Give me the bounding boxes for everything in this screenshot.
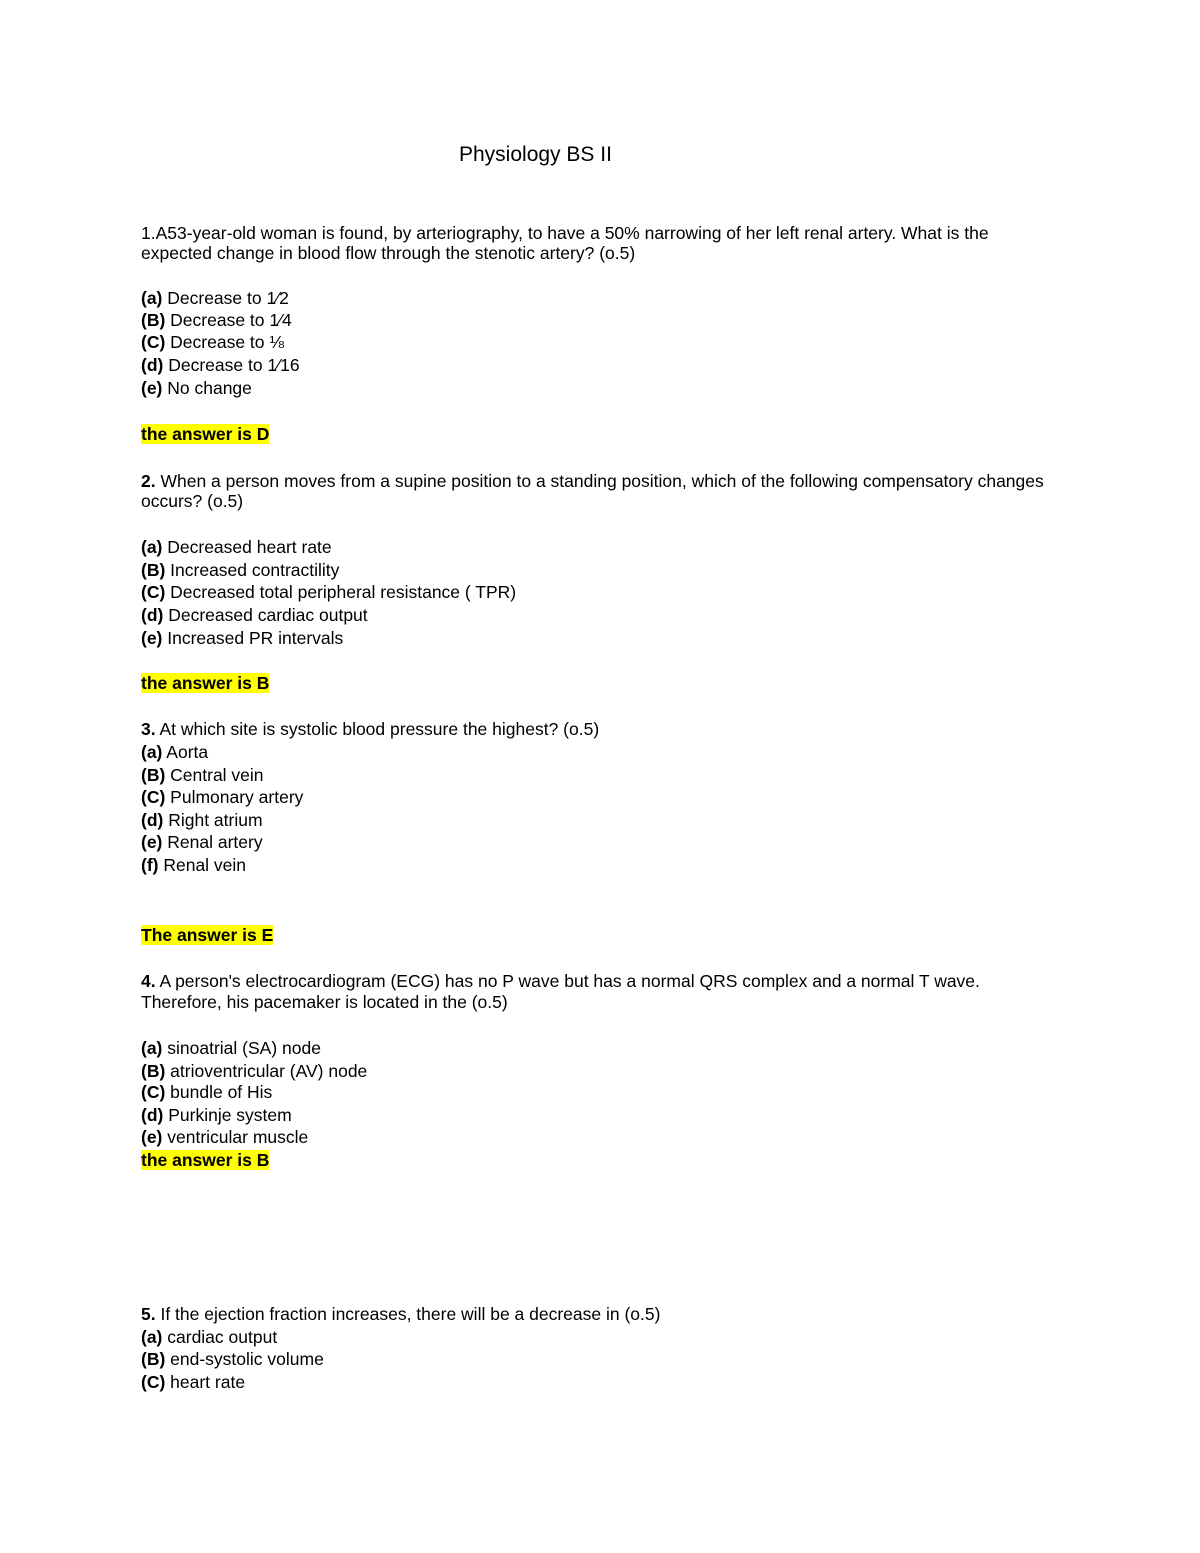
question-1-option-a — [141, 287, 289, 309]
question-4-option-c — [141, 1081, 272, 1103]
option-text: atrioventricular (AV) node — [165, 1061, 368, 1081]
question-5-stem-line-1 — [141, 1303, 660, 1325]
answer-highlight: The answer is E — [141, 925, 274, 945]
question-3-option-d — [141, 809, 263, 831]
question-3-option-c — [141, 786, 303, 808]
question-2-option-d — [141, 604, 368, 626]
option-letter: (C) — [141, 787, 166, 807]
page-title: Physiology BS II — [459, 143, 612, 166]
question-1-option-c — [141, 331, 284, 353]
answer-highlight: the answer is B — [141, 673, 270, 693]
question-2-number: 2. — [141, 471, 156, 491]
option-text: No change — [162, 378, 252, 398]
option-letter: (e) — [141, 1127, 163, 1147]
option-letter: (a) — [141, 1327, 163, 1347]
option-letter: (B) — [141, 765, 166, 785]
question-1-stem-line-2: expected change in blood flow through the stenotic artery? (o.5) — [141, 243, 636, 263]
option-letter: (d) — [141, 810, 164, 830]
question-3-option-f — [141, 854, 246, 876]
question-4-option-a — [141, 1037, 321, 1059]
question-2-option-e — [141, 627, 343, 649]
option-text: Right atrium — [163, 810, 263, 830]
option-text: Increased contractility — [165, 560, 340, 580]
question-1-number: 1. — [141, 223, 156, 243]
option-text: heart rate — [165, 1372, 246, 1392]
question-4-option-d — [141, 1104, 292, 1126]
question-4-stem-line-2: Therefore, his pacemaker is located in the (o.5) — [141, 992, 508, 1012]
question-1-option-b — [141, 309, 292, 331]
option-text: Renal artery — [162, 832, 263, 852]
question-3-option-b — [141, 764, 264, 786]
question-2-option-b — [141, 559, 339, 581]
option-text: Decrease to 1⁄16 — [163, 355, 300, 375]
question-3-option-e — [141, 831, 263, 853]
option-text: Decrease to 1⁄4 — [165, 310, 292, 330]
question-5-option-a — [141, 1326, 277, 1348]
question-5-text: If the ejection fraction increases, there will be a decrease in (o.5) — [155, 1304, 661, 1324]
option-letter: (e) — [141, 378, 163, 398]
option-letter: (d) — [141, 1105, 164, 1125]
option-text: Decreased total peripheral resistance ( TPR) — [165, 582, 517, 602]
question-5-option-c — [141, 1371, 245, 1393]
answer-highlight: the answer is D — [141, 424, 270, 444]
option-letter: (B) — [141, 1061, 166, 1081]
question-2-answer — [141, 672, 269, 694]
option-text: Central vein — [165, 765, 264, 785]
question-1-option-e — [141, 377, 252, 399]
option-letter: (d) — [141, 605, 164, 625]
question-5-number: 5. — [141, 1304, 156, 1324]
question-2-stem-line-2: occurs? (o.5) — [141, 491, 244, 511]
option-letter: (C) — [141, 332, 166, 352]
question-2-option-a — [141, 536, 332, 558]
question-3-number: 3. — [141, 719, 156, 739]
option-text: sinoatrial (SA) node — [162, 1038, 321, 1058]
question-4-stem-line-1 — [141, 970, 980, 992]
option-letter: (C) — [141, 1372, 166, 1392]
question-4-text: A person's electrocardiogram (ECG) has no P wave but has a normal QRS complex and a normal T wave. — [155, 971, 980, 991]
option-letter: (B) — [141, 1349, 166, 1369]
option-letter: (e) — [141, 832, 163, 852]
option-text: Increased PR intervals — [162, 628, 344, 648]
option-text: Decrease to ⅛ — [165, 332, 284, 352]
option-text: Decreased heart rate — [162, 537, 332, 557]
option-text: Decreased cardiac output — [163, 605, 368, 625]
option-text: bundle of His — [165, 1082, 273, 1102]
question-2-text: When a person moves from a supine position to a standing position, which of the following compensatory changes — [155, 471, 1044, 491]
question-1-text: A53-year-old woman is found, by arteriography, to have a 50% narrowing of her left renal artery. What is the — [155, 223, 989, 243]
question-2-stem-line-1 — [141, 470, 1044, 492]
option-letter: (C) — [141, 1082, 166, 1102]
option-letter: (d) — [141, 355, 164, 375]
option-text: ventricular muscle — [162, 1127, 309, 1147]
option-letter: (a) — [141, 1038, 163, 1058]
option-text: Purkinje system — [163, 1105, 292, 1125]
answer-highlight: the answer is B — [141, 1150, 270, 1170]
option-text: end-systolic volume — [165, 1349, 324, 1369]
option-letter: (a) — [141, 288, 163, 308]
question-3-stem-line-1 — [141, 718, 599, 740]
option-text: Decrease to 1⁄2 — [162, 288, 289, 308]
option-text: cardiac output — [162, 1327, 278, 1347]
question-1-stem-line-1 — [141, 222, 989, 244]
option-letter: (a) — [141, 742, 163, 762]
option-letter: (B) — [141, 560, 166, 580]
option-letter: (f) — [141, 855, 159, 875]
question-3-option-a — [141, 741, 208, 763]
question-3-answer — [141, 924, 273, 946]
option-letter: (C) — [141, 582, 166, 602]
option-letter: (B) — [141, 310, 166, 330]
option-text: Aorta — [162, 742, 209, 762]
option-letter: (a) — [141, 537, 163, 557]
question-4-option-e — [141, 1126, 308, 1148]
question-1-option-d — [141, 354, 300, 376]
option-text: Renal vein — [158, 855, 247, 875]
question-1-answer — [141, 423, 269, 445]
question-4-option-b — [141, 1060, 367, 1082]
option-letter: (e) — [141, 628, 163, 648]
question-2-option-c — [141, 581, 516, 603]
question-3-text: At which site is systolic blood pressure the highest? (o.5) — [155, 719, 600, 739]
question-5-option-b — [141, 1348, 324, 1370]
question-4-answer — [141, 1149, 269, 1171]
question-4-number: 4. — [141, 971, 156, 991]
option-text: Pulmonary artery — [165, 787, 304, 807]
